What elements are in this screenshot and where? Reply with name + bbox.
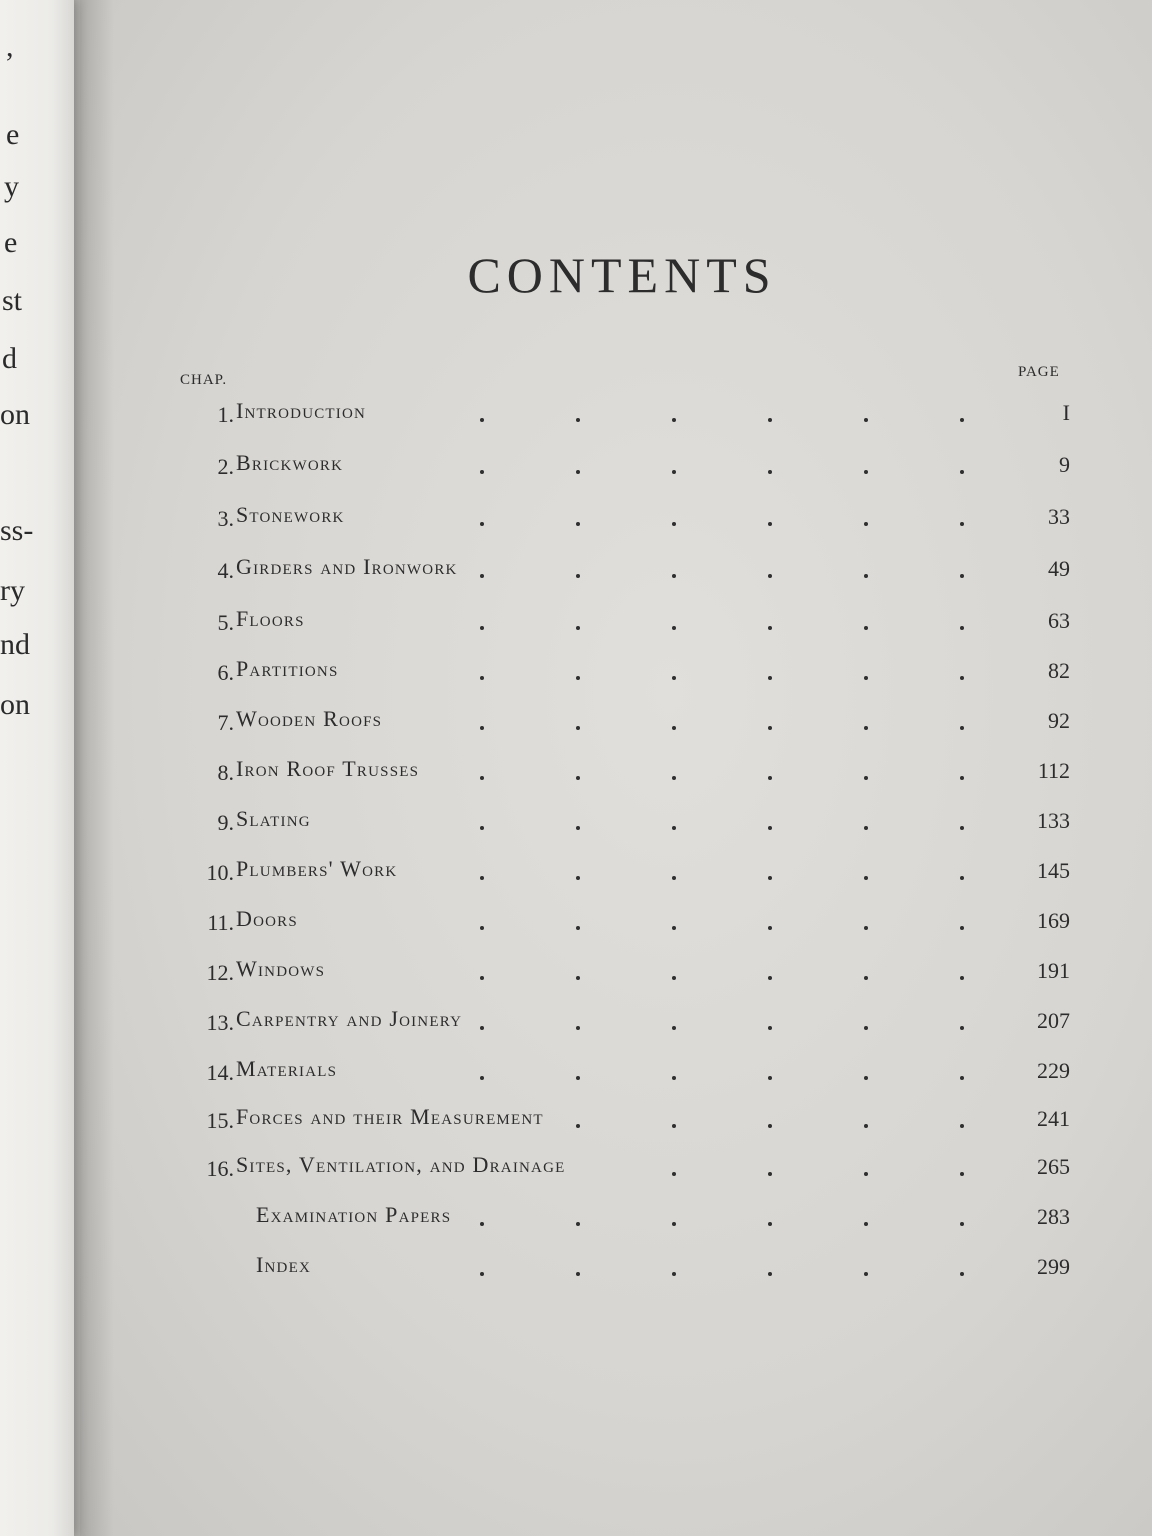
page-number: 299 <box>1037 1254 1070 1279</box>
leader-dot <box>672 470 676 474</box>
chapter-title: Introduction <box>236 398 367 423</box>
chapter-title: Index <box>256 1252 311 1277</box>
page-title: CONTENTS <box>467 247 777 303</box>
leader-dot <box>480 574 484 578</box>
chapter-title: Plumbers' Work <box>236 856 398 881</box>
toc-entry <box>190 502 1070 542</box>
page-number: 207 <box>1037 1008 1070 1033</box>
leader-dot <box>960 470 964 474</box>
leader-dot <box>768 1026 772 1030</box>
leader-dot <box>768 1222 772 1226</box>
leader-dot <box>768 626 772 630</box>
page-number: 265 <box>1037 1154 1070 1179</box>
page-number: 145 <box>1037 858 1070 883</box>
leader-dot <box>768 676 772 680</box>
chapter-column-header: CHAP. <box>180 372 228 388</box>
leader-dot <box>576 726 580 730</box>
chapter-title: Examination Papers <box>256 1202 452 1227</box>
leader-dot <box>864 1222 868 1226</box>
leader-dot <box>480 776 484 780</box>
chapter-number: 15. <box>206 1108 234 1133</box>
chapter-number: 12. <box>206 960 234 985</box>
leader-dot <box>960 1026 964 1030</box>
toc-entry <box>190 1056 1070 1096</box>
leader-dot <box>480 418 484 422</box>
page-column-header: PAGE <box>1018 364 1060 380</box>
leader-dot <box>576 418 580 422</box>
leader-dot <box>864 1272 868 1276</box>
leader-dot <box>960 522 964 526</box>
chapter-title: Sites, Ventilation, and Drainage <box>236 1152 566 1177</box>
chapter-title: Brickwork <box>236 450 344 475</box>
leader-dot <box>960 1272 964 1276</box>
leader-dot <box>672 1222 676 1226</box>
chapter-title: Iron Roof Trusses <box>236 756 420 781</box>
toc-entry <box>190 806 1070 846</box>
leader-dot <box>768 1076 772 1080</box>
chapter-title: Windows <box>236 956 326 981</box>
page-number: 229 <box>1037 1058 1070 1083</box>
page-number: 169 <box>1037 908 1070 933</box>
leader-dot <box>576 826 580 830</box>
toc-entry <box>190 706 1070 746</box>
leader-dot <box>672 626 676 630</box>
chapter-number: 16. <box>206 1156 234 1181</box>
leader-dot <box>672 574 676 578</box>
toc-entry <box>190 656 1070 696</box>
leader-dot <box>960 1124 964 1128</box>
leader-dot <box>576 470 580 474</box>
facing-page-text-fragment: st <box>2 284 23 317</box>
toc-entry <box>190 906 1070 946</box>
leader-dot <box>672 826 676 830</box>
facing-page-text-fragment: on <box>0 398 30 431</box>
leader-dot <box>672 1076 676 1080</box>
leader-dot <box>960 418 964 422</box>
toc-entry <box>190 1252 1070 1292</box>
leader-dot <box>768 826 772 830</box>
leader-dot <box>960 976 964 980</box>
leader-dot <box>768 1172 772 1176</box>
leader-dot <box>576 522 580 526</box>
toc-entry <box>190 856 1070 896</box>
leader-dot <box>576 776 580 780</box>
page-number: 133 <box>1037 808 1070 833</box>
leader-dot <box>672 776 676 780</box>
toc-entry <box>190 450 1070 490</box>
toc-entry <box>190 606 1070 646</box>
leader-dot <box>768 726 772 730</box>
toc-entry <box>190 1202 1070 1242</box>
chapter-title: Doors <box>236 906 298 931</box>
leader-dot <box>864 470 868 474</box>
leader-dot <box>960 826 964 830</box>
facing-page-text-fragment: d <box>2 342 17 375</box>
page-number: 241 <box>1037 1106 1070 1131</box>
leader-dot <box>960 726 964 730</box>
leader-dot <box>672 522 676 526</box>
toc-entry <box>190 956 1070 996</box>
leader-dot <box>960 1222 964 1226</box>
leader-dot <box>768 470 772 474</box>
leader-dot <box>672 676 676 680</box>
leader-dot <box>480 826 484 830</box>
leader-dot <box>576 1222 580 1226</box>
leader-dot <box>768 976 772 980</box>
leader-dot <box>576 976 580 980</box>
leader-dot <box>576 876 580 880</box>
leader-dot <box>768 522 772 526</box>
leader-dot <box>960 1172 964 1176</box>
chapter-title: Floors <box>236 606 305 631</box>
leader-dot <box>864 676 868 680</box>
chapter-number: 4. <box>217 558 234 583</box>
chapter-title: Slating <box>236 806 311 831</box>
leader-dot <box>480 522 484 526</box>
leader-dot <box>768 1272 772 1276</box>
facing-page-text-fragment: e <box>4 226 18 259</box>
leader-dot <box>864 926 868 930</box>
leader-dot <box>864 876 868 880</box>
chapter-title: Materials <box>236 1056 338 1081</box>
chapter-title: Forces and their Measurement <box>236 1104 544 1129</box>
leader-dot <box>768 776 772 780</box>
leader-dot <box>480 726 484 730</box>
leader-dot <box>672 1026 676 1030</box>
page-number: 191 <box>1037 958 1070 983</box>
facing-page-text-fragment: , <box>6 30 14 63</box>
toc-entry <box>190 756 1070 796</box>
leader-dot <box>480 1272 484 1276</box>
page-number: 63 <box>1048 608 1070 633</box>
leader-dot <box>576 1124 580 1128</box>
leader-dot <box>576 1026 580 1030</box>
leader-dot <box>480 676 484 680</box>
leader-dot <box>480 1076 484 1080</box>
leader-dot <box>960 876 964 880</box>
leader-dot <box>864 1172 868 1176</box>
chapter-title: Girders and Ironwork <box>236 554 458 579</box>
leader-dot <box>576 574 580 578</box>
leader-dot <box>864 726 868 730</box>
facing-page-text-fragment: ss- <box>0 514 34 547</box>
leader-dot <box>864 1124 868 1128</box>
leader-dot <box>864 826 868 830</box>
toc-entry <box>190 1104 1070 1144</box>
leader-dot <box>576 676 580 680</box>
leader-dot <box>576 1272 580 1276</box>
facing-page-text-fragment: ry <box>0 574 25 607</box>
chapter-number: 14. <box>206 1060 234 1085</box>
chapter-number: 1. <box>217 402 234 427</box>
page-number: 49 <box>1048 556 1070 581</box>
page-number: 9 <box>1059 452 1070 477</box>
chapter-title: Carpentry and Joinery <box>236 1006 463 1031</box>
leader-dot <box>576 626 580 630</box>
leader-dot <box>864 1026 868 1030</box>
leader-dot <box>864 976 868 980</box>
leader-dot <box>672 876 676 880</box>
chapter-number: 10. <box>206 860 234 885</box>
facing-page-text-fragment: nd <box>0 628 30 661</box>
leader-dot <box>480 470 484 474</box>
leader-dot <box>576 1076 580 1080</box>
toc-entry <box>190 554 1070 594</box>
chapter-number: 2. <box>217 454 234 479</box>
toc-entry <box>190 398 1070 438</box>
page-number: 112 <box>1037 758 1070 783</box>
leader-dot <box>672 1124 676 1128</box>
chapter-number: 11. <box>207 910 234 935</box>
leader-dot <box>960 1076 964 1080</box>
chapter-number: 6. <box>217 660 234 685</box>
leader-dot <box>480 1222 484 1226</box>
chapter-number: 8. <box>217 760 234 785</box>
leader-dot <box>768 876 772 880</box>
page-number: 283 <box>1037 1204 1070 1229</box>
page-number: 92 <box>1048 708 1070 733</box>
page-number: I <box>1062 400 1070 425</box>
leader-dot <box>864 574 868 578</box>
facing-page-text-fragment: on <box>0 688 30 721</box>
chapter-number: 13. <box>206 1010 234 1035</box>
leader-dot <box>672 926 676 930</box>
chapter-number: 5. <box>217 610 234 635</box>
leader-dot <box>480 1026 484 1030</box>
leader-dot <box>480 626 484 630</box>
chapter-title: Partitions <box>236 656 339 681</box>
leader-dot <box>864 626 868 630</box>
leader-dot <box>768 1124 772 1128</box>
leader-dot <box>672 1172 676 1176</box>
leader-dot <box>672 1272 676 1276</box>
leader-dot <box>960 626 964 630</box>
chapter-title: Stonework <box>236 502 345 527</box>
leader-dot <box>768 418 772 422</box>
leader-dot <box>960 676 964 680</box>
leader-dot <box>480 976 484 980</box>
leader-dot <box>960 574 964 578</box>
facing-page-text-fragment: y <box>4 170 19 203</box>
leader-dot <box>768 926 772 930</box>
page-number: 82 <box>1048 658 1070 683</box>
leader-dot <box>960 776 964 780</box>
chapter-number: 9. <box>217 810 234 835</box>
leader-dot <box>864 418 868 422</box>
leader-dot <box>960 926 964 930</box>
leader-dot <box>672 418 676 422</box>
toc-entry <box>190 1006 1070 1046</box>
leader-dot <box>672 976 676 980</box>
leader-dot <box>864 776 868 780</box>
leader-dot <box>480 926 484 930</box>
leader-dot <box>864 1076 868 1080</box>
chapter-title: Wooden Roofs <box>236 706 383 731</box>
leader-dot <box>480 876 484 880</box>
chapter-number: 7. <box>217 710 234 735</box>
toc-entry <box>190 1152 1070 1192</box>
leader-dot <box>576 926 580 930</box>
page-number: 33 <box>1048 504 1070 529</box>
chapter-number: 3. <box>217 506 234 531</box>
facing-page-text-fragment: e <box>6 118 20 151</box>
leader-dot <box>672 726 676 730</box>
leader-dot <box>864 522 868 526</box>
leader-dot <box>768 574 772 578</box>
